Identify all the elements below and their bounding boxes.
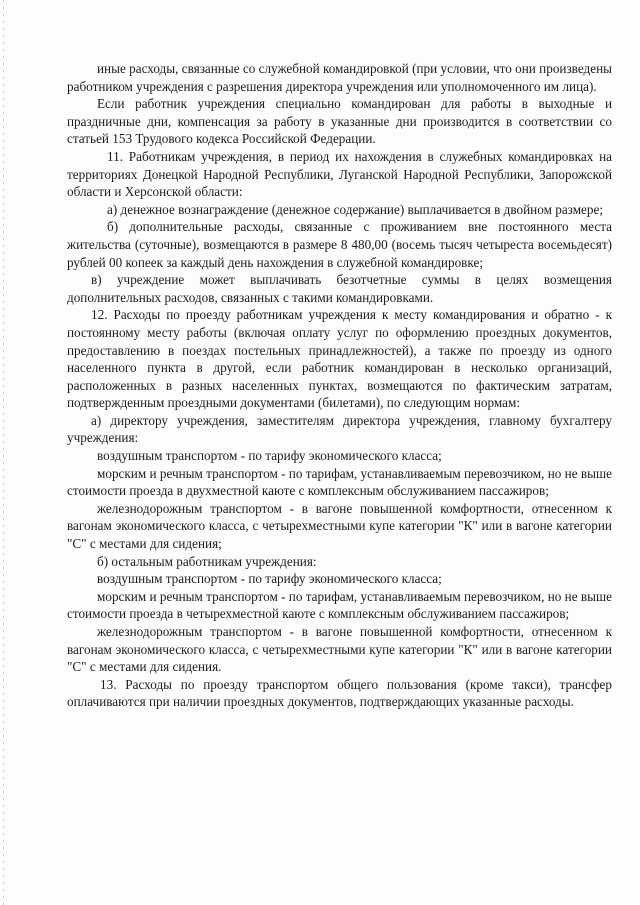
paragraph-clause-12-a: а) директору учреждения, заместителям директора учреждения, главному бухгалтеру учреждения: bbox=[67, 412, 612, 446]
paragraph-clause-12: 12. Расходы по проезду работникам учреждения к месту командирования и обратно - к постоянному месту работы (включая оплату услуг по оформлению проездных документов, предоставлению в поездах постельных принадлежностей), а также по проезду из одного населенного пункта в другой, если работник командирован в несколько организаций, расположенных в разных населенных пунктах, возмещаются по фактическим затратам, подтвержденным проездными документами (билетами), по следующим нормам: bbox=[67, 307, 612, 411]
paragraph-air-transport-b: воздушным транспортом - по тарифу экономического класса; bbox=[97, 571, 442, 587]
scan-edge-mark bbox=[3, 0, 4, 905]
paragraph-clause-11-b: б) дополнительные расходы, связанные с проживанием вне постоянного места жительства (суточные), возмещаются в размере 8 480,00 (восемь тысяч четыреста восемьдесят) рублей 00 копеек за каждый день нахождения в служебной командировке; bbox=[67, 219, 612, 270]
paragraph-weekend-compensation: Если работник учреждения специально командирован для работы в выходные и праздничные дни, компенсация за работу в указанные дни производится в соответствии со статьей 153 Трудового кодекса Российской Федерации. bbox=[67, 96, 612, 147]
paragraph-clause-12-b: б) остальным работникам учреждения: bbox=[97, 553, 317, 569]
paragraph-clause-11-v: в) учреждение может выплачивать безотчетные суммы в целях возмещения дополнительных расходов, связанных с такими командировками. bbox=[67, 272, 612, 305]
paragraph-clause-11-a: а) денежное вознаграждение (денежное содержание) выплачивается в двойном размере; bbox=[107, 201, 603, 217]
paragraph-sea-transport-b: морским и речным транспортом - по тарифам, устанавливаемым перевозчиком, но не выше стоимости проезда в четырехместной каюте с комплексным обслуживанием пассажиров; bbox=[67, 588, 612, 622]
paragraph-rail-transport-b: железнодорожным транспортом - в вагоне повышенной комфортности, отнесенном к вагонам экономического класса, с четырехместными купе категории "К" или в вагоне категории "С" с местами для сидения. bbox=[67, 624, 612, 675]
paragraph-air-transport-a: воздушным транспортом - по тарифу экономического класса; bbox=[97, 448, 442, 464]
document-body bbox=[67, 60, 612, 711]
paragraph-other-expenses: иные расходы, связанные со служебной командировкой (при условии, что они произведены работником учреждения с разрешения директора учреждения или уполномоченного им лица). bbox=[67, 61, 612, 94]
paragraph-clause-13: 13. Расходы по проезду транспортом общего пользования (кроме такси), трансфер оплачиваются при наличии проездных документов, подтверждающих указанные расходы. bbox=[67, 676, 612, 710]
paragraph-clause-11: 11. Работникам учреждения, в период их нахождения в служебных командировках на территориях Донецкой Народной Республики, Луганской Народной Республики, Запорожской области и Херсонской области: bbox=[67, 148, 612, 200]
paragraph-sea-transport-a: морским и речным транспортом - по тарифам, устанавливаемым перевозчиком, но не выше стоимости проезда в двухместной каюте с комплексным обслуживанием пассажиров; bbox=[67, 465, 612, 499]
paragraph-rail-transport-a: железнодорожным транспортом - в вагоне повышенной комфортности, отнесенном к вагонам экономического класса, с четырехместными купе категории "К" или в вагоне категории "С" с местами для сидения; bbox=[67, 500, 612, 552]
